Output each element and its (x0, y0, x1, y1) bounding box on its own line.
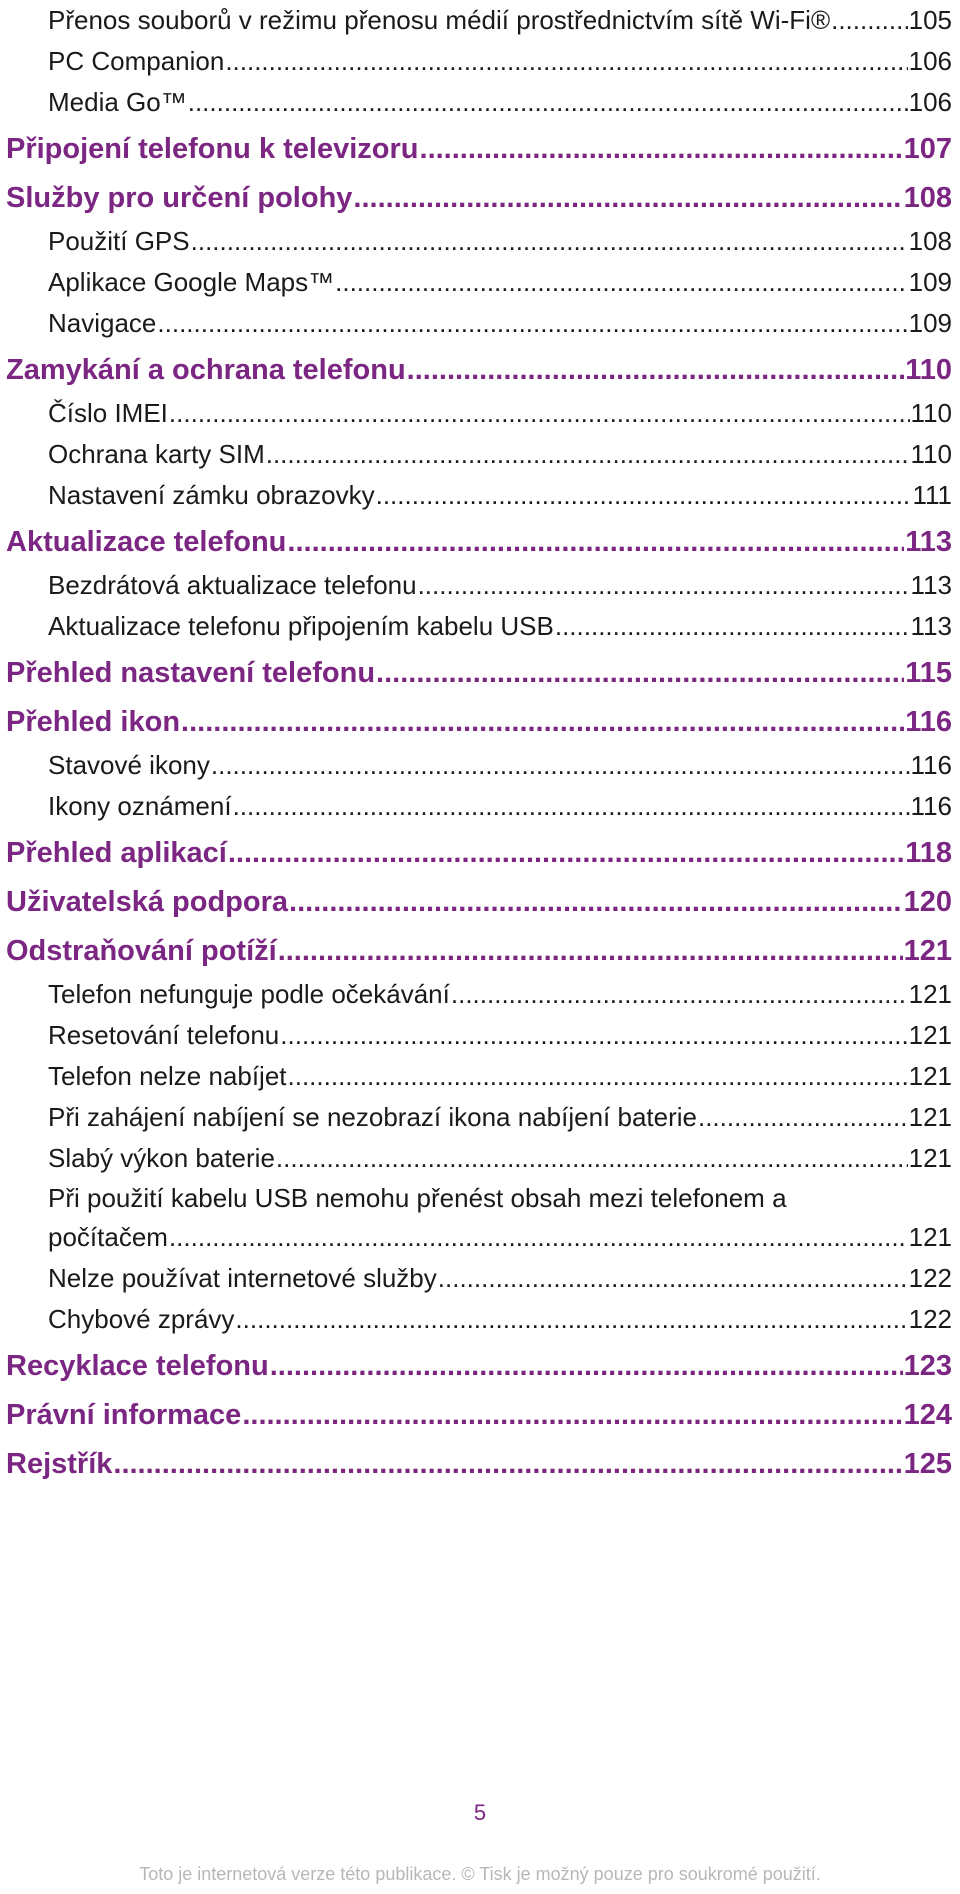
toc-entry-title: Nastavení zámku obrazovky (48, 480, 375, 510)
toc-chapter[interactable] (6, 344, 952, 393)
toc-entry-title: Navigace (48, 308, 157, 338)
toc-entry[interactable] (6, 565, 952, 606)
toc-entry[interactable] (6, 393, 952, 434)
toc-entry-page: 115 (905, 657, 952, 689)
toc-entry-title: Číslo IMEI (48, 398, 168, 428)
toc-leader-dots (289, 876, 903, 925)
toc-entry-title: Zamykání a ochrana telefonu (6, 354, 406, 386)
toc-entry-page: 110 (910, 439, 952, 469)
toc-leader-dots (228, 827, 904, 876)
toc-leader-dots (169, 393, 910, 433)
toc-chapter[interactable] (6, 123, 952, 172)
toc-leader-dots (288, 1056, 908, 1096)
toc-entry-page: 109 (908, 308, 952, 338)
toc-leader-dots (451, 974, 908, 1014)
toc-entry-page: 121 (908, 1102, 952, 1132)
toc-leader-dots (698, 1097, 908, 1137)
toc-entry[interactable] (6, 1056, 952, 1097)
toc-leader-dots (280, 1015, 907, 1055)
toc-entry-title: Připojení telefonu k televizoru (6, 133, 419, 165)
toc-leader-dots (278, 925, 903, 974)
toc-entry[interactable] (6, 606, 952, 647)
toc-entry[interactable] (6, 1138, 952, 1179)
toc-entry-page: 108 (908, 226, 952, 256)
toc-leader-dots (225, 41, 907, 81)
toc-chapter[interactable] (6, 827, 952, 876)
toc-entry-page: 121 (908, 1061, 952, 1091)
toc-entry-page: 121 (908, 1143, 952, 1173)
toc-entry[interactable] (6, 974, 952, 1015)
toc-leader-dots (233, 786, 910, 826)
toc-entry[interactable] (6, 1258, 952, 1299)
toc-entry-title: Přehled nastavení telefonu (6, 657, 376, 689)
toc-entry[interactable] (6, 786, 952, 827)
toc-leader-dots (266, 434, 910, 474)
toc-entry[interactable] (6, 475, 952, 516)
toc-entry-page: 106 (908, 46, 952, 76)
page-number: 5 (473, 1800, 487, 1825)
toc-entry-title: Media Go™ (48, 87, 187, 117)
toc-leader-dots (555, 606, 910, 646)
toc-entry-title: Odstraňování potíží (6, 935, 277, 967)
toc-leader-dots (242, 1389, 902, 1438)
toc-entry-title: Uživatelská podpora (6, 886, 289, 918)
toc-entry-title: Právní informace (6, 1399, 242, 1431)
toc-leader-dots (113, 1438, 902, 1487)
toc-entry-page: 121 (908, 1020, 952, 1050)
toc-leader-dots (211, 745, 910, 785)
toc-leader-dots (191, 221, 908, 261)
toc-entry-page: 116 (905, 706, 952, 738)
toc-entry-page: 116 (910, 750, 952, 780)
toc-entry-page: 121 (903, 935, 952, 967)
toc-entry-page: 113 (905, 526, 952, 558)
toc-entry-title: Stavové ikony (48, 750, 210, 780)
toc-entry-title: Přenos souborů v režimu přenosu médií prostřednictvím sítě Wi-Fi® (48, 5, 831, 35)
toc-chapter[interactable] (6, 647, 952, 696)
toc-entry-title: PC Companion (48, 46, 225, 76)
toc-entry-title: Aplikace Google Maps™ (48, 267, 335, 297)
toc-entry-title: Aktualizace telefonu (6, 526, 287, 558)
toc-entry[interactable] (6, 82, 952, 123)
toc-entry-page: 121 (908, 1222, 952, 1252)
toc-entry-page: 110 (910, 398, 952, 428)
toc-chapter[interactable] (6, 1340, 952, 1389)
toc-leader-dots (335, 262, 907, 302)
toc-leader-dots (235, 1299, 907, 1339)
toc-entry-title: Telefon nefunguje podle očekávání (48, 979, 450, 1009)
toc-entry-title: Telefon nelze nabíjet (48, 1061, 287, 1091)
toc-entry-title: Bezdrátová aktualizace telefonu (48, 570, 417, 600)
toc-entry-title: Resetování telefonu (48, 1020, 280, 1050)
toc-leader-dots (831, 0, 908, 40)
toc-entry-page: 107 (903, 133, 952, 165)
toc-entry-title-line[interactable]: Při použití kabelu USB nemohu přenést obsah mezi telefonem a (48, 1183, 787, 1213)
toc-entry-page: 121 (908, 979, 952, 1009)
toc-entry-page: 113 (910, 570, 952, 600)
toc-chapter[interactable] (6, 876, 952, 925)
toc-entry-title: Přehled aplikací (6, 837, 227, 869)
toc-entry-page: 108 (903, 182, 952, 214)
toc-entry-title: Rejstřík (6, 1448, 113, 1480)
toc-leader-dots (420, 123, 903, 172)
toc-entry-title: Slabý výkon baterie (48, 1143, 275, 1173)
footer-note: Toto je internetová verze této publikace. © Tisk je možný pouze pro soukromé použití. (139, 1864, 821, 1884)
toc-entry-page: 113 (910, 611, 952, 641)
toc-entry-title: Přehled ikon (6, 706, 181, 738)
toc-entry[interactable] (6, 221, 952, 262)
toc-entry[interactable] (6, 41, 952, 82)
toc-entry-title: Aktualizace telefonu připojením kabelu USB (48, 611, 554, 641)
toc-entry-title: Chybové zprávy (48, 1304, 235, 1334)
toc-leader-dots (353, 172, 902, 221)
toc-entry[interactable] (6, 1299, 952, 1340)
toc-leader-dots (169, 1217, 908, 1257)
toc-entry-page: 124 (903, 1399, 952, 1431)
toc-entry-title: Ochrana karty SIM (48, 439, 265, 469)
toc-leader-dots (376, 475, 912, 515)
toc-chapter[interactable] (6, 172, 952, 221)
toc-entry-page: 109 (908, 267, 952, 297)
toc-entry-title: Nelze používat internetové služby (48, 1263, 437, 1293)
toc-entry[interactable] (6, 303, 952, 344)
toc-chapter[interactable] (6, 1389, 952, 1438)
toc-entry-title: Ikony oznámení (48, 791, 232, 821)
toc-leader-dots (270, 1340, 903, 1389)
toc-chapter[interactable] (6, 1438, 952, 1487)
toc-entry-page: 125 (903, 1448, 952, 1480)
toc-entry-page: 122 (908, 1263, 952, 1293)
toc-leader-dots (376, 647, 904, 696)
toc-entry[interactable] (6, 1217, 952, 1258)
toc-entry-page: 106 (908, 87, 952, 117)
toc-entry-page: 110 (905, 354, 952, 386)
toc-entry-page: 116 (910, 791, 952, 821)
toc-entry-page: 122 (908, 1304, 952, 1334)
toc-entry[interactable] (6, 0, 952, 41)
toc-entry[interactable] (6, 1015, 952, 1056)
toc-entry-title: Recyklace telefonu (6, 1350, 269, 1382)
toc-leader-dots (438, 1258, 908, 1298)
toc-entry[interactable] (6, 262, 952, 303)
toc-leader-dots (418, 565, 910, 605)
toc-chapter[interactable] (6, 696, 952, 745)
toc-entry-page: 118 (905, 837, 952, 869)
toc-entry-page: 120 (903, 886, 952, 918)
toc-entry-page: 111 (912, 480, 952, 510)
toc-entry[interactable] (6, 745, 952, 786)
toc-entry-title: Služby pro určení polohy (6, 182, 353, 214)
toc-leader-dots (157, 303, 907, 343)
toc-entry[interactable] (6, 1097, 952, 1138)
toc-entry[interactable] (6, 434, 952, 475)
toc-entry-page: 123 (903, 1350, 952, 1382)
toc-leader-dots (287, 516, 904, 565)
table-of-contents (6, 0, 952, 1487)
toc-leader-dots (407, 344, 905, 393)
toc-chapter[interactable] (6, 925, 952, 974)
toc-leader-dots (181, 696, 904, 745)
toc-entry-title: Použití GPS (48, 226, 190, 256)
toc-leader-dots (276, 1138, 908, 1178)
toc-chapter[interactable] (6, 516, 952, 565)
toc-entry-title: počítačem (48, 1222, 168, 1252)
toc-entry-title: Při zahájení nabíjení se nezobrazí ikona nabíjení baterie (48, 1102, 697, 1132)
toc-entry-page: 105 (908, 5, 952, 35)
toc-leader-dots (188, 82, 908, 122)
